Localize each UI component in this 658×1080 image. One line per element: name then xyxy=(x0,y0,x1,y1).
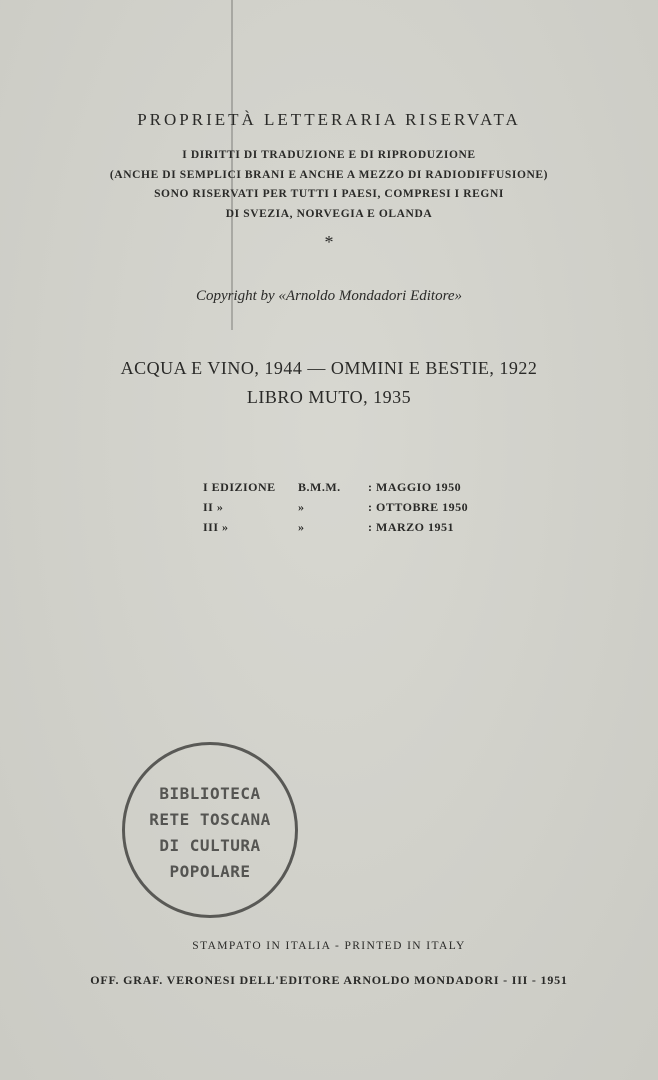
rights-line: DI SVEZIA, NORVEGIA E OLANDA xyxy=(225,207,433,220)
rights-line: I DIRITTI DI TRADUZIONE E DI RIPRODUZIONE xyxy=(182,149,476,161)
rights-notice xyxy=(0,146,658,224)
stamp-line: RETE TOSCANA xyxy=(149,810,271,829)
editions-table xyxy=(203,477,469,537)
library-stamp xyxy=(122,742,298,918)
works-list xyxy=(0,354,658,412)
copyright-heading: PROPRIETÀ LETTERARIA RISERVATA xyxy=(137,110,521,129)
stamp-line: BIBLIOTECA xyxy=(159,784,261,803)
edition-series: » xyxy=(298,500,305,514)
edition-row: II » » : OTTOBRE 1950 xyxy=(203,497,368,517)
stamp-text xyxy=(125,781,295,885)
rights-line: SONO RISERVATI PER TUTTI I PAESI, COMPRESI I REGNI xyxy=(154,188,504,200)
edition-number: II » xyxy=(203,500,224,514)
stamp-line: DI CULTURA xyxy=(159,836,261,855)
edition-number: III » xyxy=(203,520,229,534)
edition-series: B.M.M. xyxy=(298,480,341,494)
ornament-asterisk: * xyxy=(324,232,334,252)
edition-row: I EDIZIONE B.M.M. : MAGGIO 1950 xyxy=(203,477,368,497)
works-line: ACQUA E VINO, 1944 — OMMINI E BESTIE, 1922 xyxy=(120,358,538,378)
edition-number: I EDIZIONE xyxy=(203,480,276,494)
rights-line: (ANCHE DI SEMPLICI BRANI E ANCHE A MEZZO DI RADIODIFFUSIONE) xyxy=(109,168,549,181)
copyright-line: Copyright by «Arnoldo Mondadori Editore» xyxy=(195,288,463,304)
edition-series: » xyxy=(298,520,305,534)
stamp-line: POPOLARE xyxy=(169,862,251,881)
works-line: LIBRO MUTO, 1935 xyxy=(246,387,412,407)
printed-in-italy: STAMPATO IN ITALIA - PRINTED IN ITALY xyxy=(192,940,466,952)
edition-row: III » » : MARZO 1951 xyxy=(203,517,368,537)
printer-imprint: OFF. GRAF. VERONESI DELL'EDITORE ARNOLDO MONDADORI - III - 1951 xyxy=(90,973,568,987)
